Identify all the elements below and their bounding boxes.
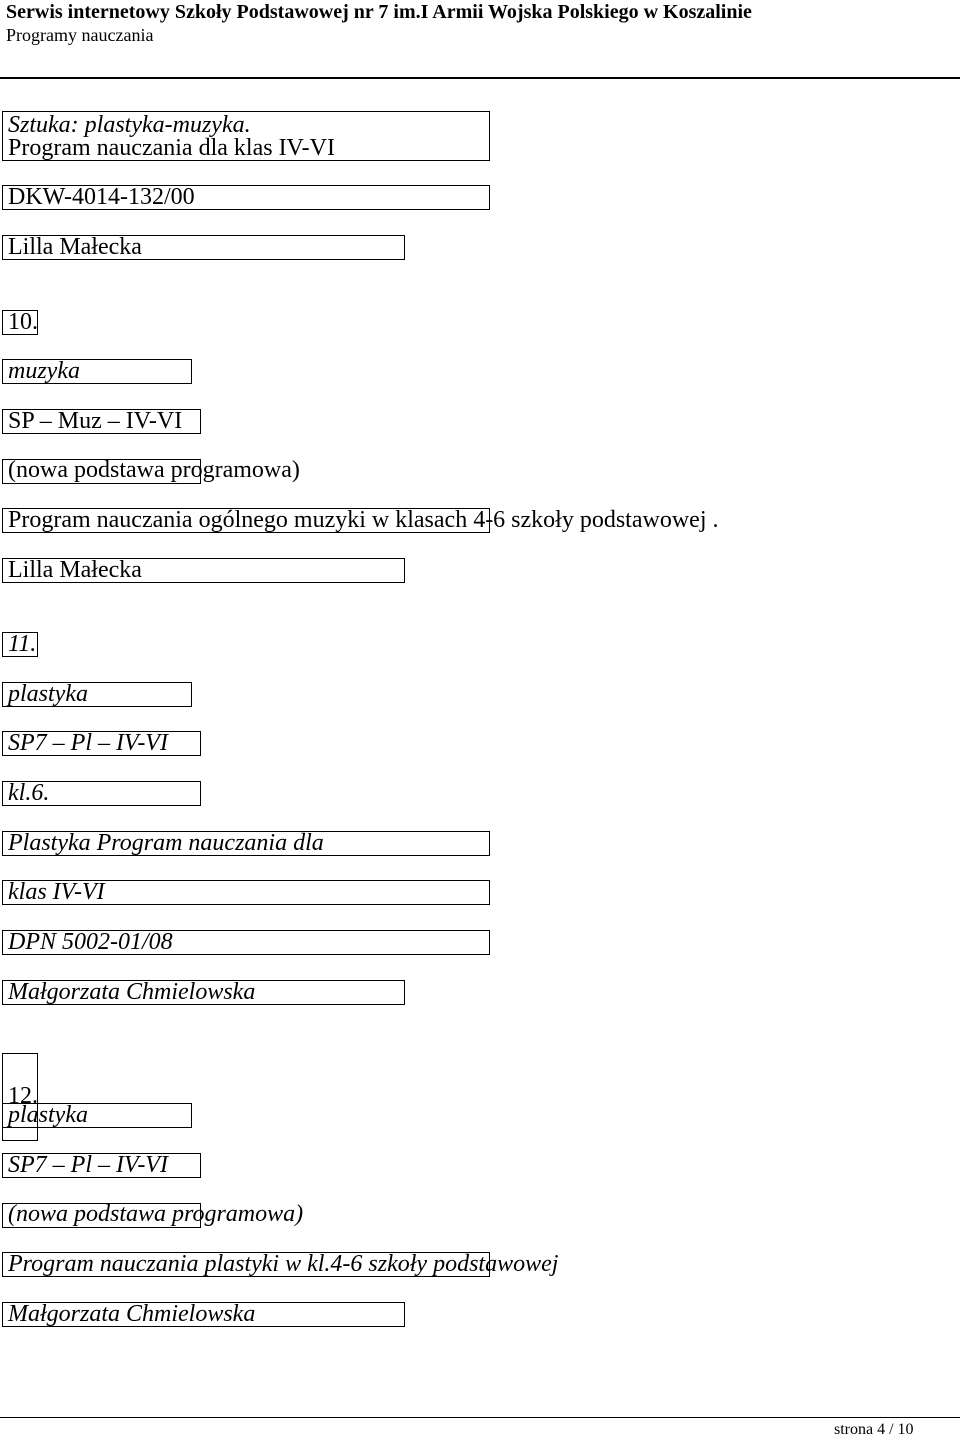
entry-note: kl.6. (8, 780, 50, 806)
entry-title: Program nauczania plastyki w kl.4-6 szkoły podstawowej (8, 1251, 559, 1277)
entry-subject: plastyka (8, 1102, 88, 1128)
entry-symbol: SP – Muz – IV-VI (8, 408, 183, 434)
entry-number: 10. (8, 309, 38, 335)
entry-code: DPN 5002-01/08 (8, 929, 173, 955)
entry-title-line: Sztuka: plastyka-muzyka. (8, 112, 251, 138)
entry-title-line: klas IV-VI (8, 879, 105, 905)
entry-title: Program nauczania ogólnego muzyki w klasach 4-6 szkoły podstawowej . (8, 507, 719, 533)
entry-symbol: SP7 – Pl – IV-VI (8, 730, 168, 756)
section-title: Programy nauczania (6, 25, 154, 45)
entry-symbol: SP7 – Pl – IV-VI (8, 1152, 168, 1178)
site-title: Serwis internetowy Szkoły Podstawowej nr 7 im.I Armii Wojska Polskiego w Koszalinie (6, 1, 752, 23)
entry-author: Lilla Małecka (8, 557, 142, 583)
entry-title-line: Plastyka Program nauczania dla (8, 830, 324, 856)
entry-number: 12. (8, 1083, 38, 1109)
entry-author: Lilla Małecka (8, 234, 142, 260)
entry-note: (nowa podstawa programowa) (8, 1201, 304, 1227)
header-rule (0, 77, 960, 79)
entry-author: Małgorzata Chmielowska (8, 979, 256, 1005)
entry-subject: plastyka (8, 681, 88, 707)
entry-author: Małgorzata Chmielowska (8, 1301, 256, 1327)
entry-subject: muzyka (8, 358, 80, 384)
footer-rule (0, 1417, 960, 1418)
entry-code: DKW-4014-132/00 (8, 184, 195, 210)
entry-title-line: Program nauczania dla klas IV-VI (8, 135, 335, 161)
entry-number: 11. (8, 631, 37, 657)
entry-note: (nowa podstawa programowa) (8, 457, 300, 483)
page-number: strona 4 / 10 (834, 1421, 914, 1438)
